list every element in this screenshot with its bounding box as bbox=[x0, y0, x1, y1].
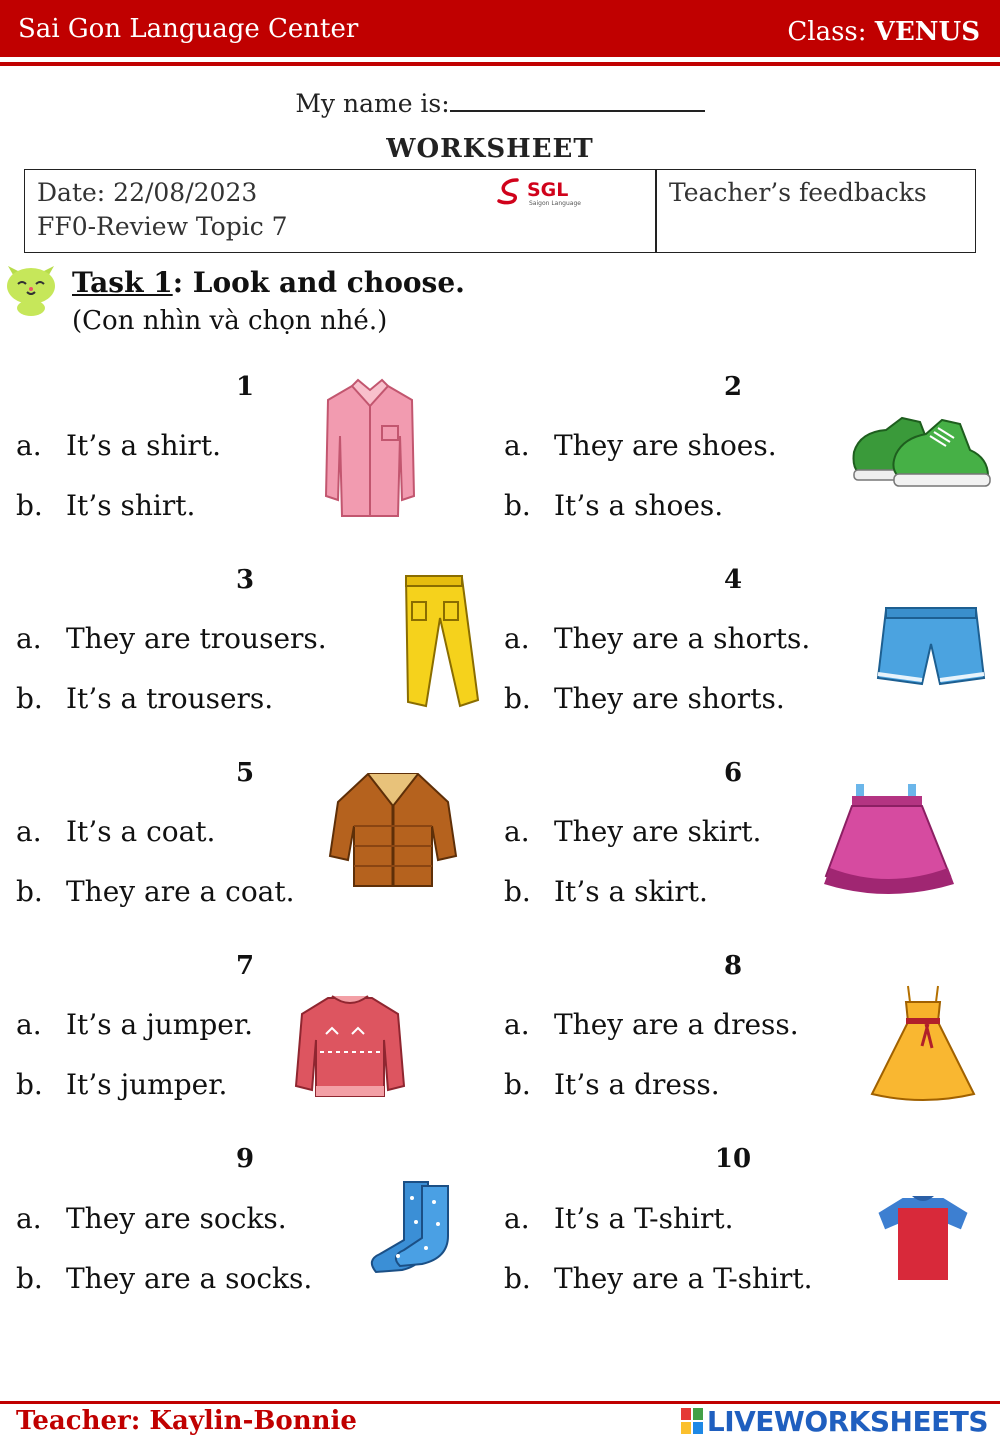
worksheet-title: WORKSHEET bbox=[386, 134, 594, 164]
cat-mascot-icon bbox=[2, 256, 60, 316]
worksheet-topic: FF0-Review Topic 7 bbox=[37, 212, 288, 241]
sgl-logo-icon bbox=[495, 174, 595, 208]
option-letter: b. bbox=[16, 1068, 43, 1101]
question-number: 5 bbox=[235, 758, 255, 788]
option-letter: a. bbox=[16, 1008, 42, 1041]
question-option-a[interactable] bbox=[16, 815, 215, 848]
question-option-a[interactable] bbox=[504, 1202, 734, 1235]
option-letter: b. bbox=[16, 682, 43, 715]
option-letter: a. bbox=[504, 815, 530, 848]
question-option-b[interactable] bbox=[504, 489, 723, 522]
question-option-b[interactable] bbox=[16, 682, 273, 715]
student-name-line bbox=[0, 88, 1000, 118]
option-text: It’s a trousers. bbox=[66, 682, 274, 715]
dress-icon bbox=[868, 982, 978, 1104]
worksheet-date: Date: 22/08/2023 bbox=[37, 178, 258, 207]
logo-brand: SGL bbox=[527, 179, 569, 201]
option-letter: b. bbox=[504, 682, 531, 715]
question-option-b[interactable] bbox=[16, 1262, 312, 1295]
question-option-b[interactable] bbox=[504, 682, 785, 715]
task-title-prefix: Task 1 bbox=[72, 266, 173, 299]
jumper-icon bbox=[294, 990, 406, 1102]
skirt-icon bbox=[822, 780, 958, 904]
option-letter: a. bbox=[504, 622, 530, 655]
teacher-feedback-label: Teacher’s feedbacks bbox=[669, 178, 927, 207]
question-option-b[interactable] bbox=[504, 1068, 720, 1101]
question-number: 1 bbox=[235, 372, 255, 402]
coat-icon bbox=[328, 766, 458, 892]
option-text: They are a shorts. bbox=[554, 622, 811, 655]
question-option-a[interactable] bbox=[504, 429, 777, 462]
question-number: 10 bbox=[714, 1144, 752, 1174]
liveworksheets-text: LIVEWORKSHEETS bbox=[706, 1404, 988, 1438]
option-text: It’s a T-shirt. bbox=[554, 1202, 734, 1235]
name-label: My name is: bbox=[295, 89, 450, 118]
shirt-icon bbox=[322, 376, 418, 524]
question-option-a[interactable] bbox=[16, 1008, 253, 1041]
question-number: 8 bbox=[723, 951, 743, 981]
task-title bbox=[72, 266, 465, 299]
question-number: 9 bbox=[235, 1144, 255, 1174]
shorts-icon bbox=[876, 604, 986, 690]
trousers-icon bbox=[400, 572, 484, 714]
question-option-a[interactable] bbox=[16, 622, 327, 655]
option-letter: b. bbox=[16, 875, 43, 908]
question-option-b[interactable] bbox=[16, 1068, 227, 1101]
question-number: 7 bbox=[235, 951, 255, 981]
question-option-a[interactable] bbox=[504, 622, 810, 655]
logo-tagline: Saigon Language bbox=[529, 200, 581, 207]
question-option-b[interactable] bbox=[504, 875, 708, 908]
header-divider bbox=[0, 62, 1000, 66]
option-text: It’s a coat. bbox=[66, 815, 216, 848]
question-option-a[interactable] bbox=[504, 1008, 799, 1041]
option-text: It’s shirt. bbox=[66, 489, 196, 522]
teacher-name: Teacher: Kaylin-Bonnie bbox=[16, 1406, 357, 1436]
option-letter: a. bbox=[16, 1202, 42, 1235]
option-letter: a. bbox=[16, 429, 42, 462]
class-label-text: Class: bbox=[787, 17, 867, 47]
question-number: 4 bbox=[723, 565, 743, 595]
option-letter: a. bbox=[504, 1008, 530, 1041]
question-number: 6 bbox=[723, 758, 743, 788]
option-text: They are a socks. bbox=[66, 1262, 313, 1295]
option-text: They are a T-shirt. bbox=[554, 1262, 813, 1295]
option-letter: b. bbox=[504, 1068, 531, 1101]
option-letter: a. bbox=[16, 815, 42, 848]
option-letter: b. bbox=[16, 1262, 43, 1295]
option-text: It’s a dress. bbox=[554, 1068, 720, 1101]
option-letter: b. bbox=[504, 489, 531, 522]
liveworksheets-logo-icon bbox=[681, 1408, 703, 1434]
option-text: They are trousers. bbox=[66, 622, 327, 655]
shoes-icon bbox=[850, 412, 992, 496]
task-title-rest: : Look and choose. bbox=[172, 266, 465, 299]
info-box bbox=[24, 169, 976, 253]
option-text: They are a dress. bbox=[554, 1008, 799, 1041]
option-letter: b. bbox=[504, 1262, 531, 1295]
liveworksheets-brand bbox=[681, 1404, 988, 1438]
question-option-b[interactable] bbox=[16, 489, 195, 522]
name-blank bbox=[450, 88, 705, 112]
option-letter: a. bbox=[16, 622, 42, 655]
question-option-a[interactable] bbox=[504, 815, 761, 848]
question-number: 3 bbox=[235, 565, 255, 595]
option-letter: b. bbox=[504, 875, 531, 908]
class-value: VENUS bbox=[874, 17, 980, 47]
question-option-a[interactable] bbox=[16, 429, 221, 462]
option-text: They are shorts. bbox=[554, 682, 785, 715]
option-letter: a. bbox=[504, 1202, 530, 1235]
question-number: 2 bbox=[723, 372, 743, 402]
option-text: They are a coat. bbox=[66, 875, 295, 908]
socks-icon bbox=[364, 1178, 464, 1276]
option-text: They are socks. bbox=[66, 1202, 287, 1235]
task-subtitle: (Con nhìn và chọn nhé.) bbox=[72, 306, 388, 336]
option-letter: a. bbox=[504, 429, 530, 462]
tshirt-icon bbox=[872, 1190, 974, 1286]
info-box-divider bbox=[655, 170, 657, 252]
option-text: It’s jumper. bbox=[66, 1068, 228, 1101]
question-option-a[interactable] bbox=[16, 1202, 287, 1235]
option-text: They are shoes. bbox=[554, 429, 777, 462]
option-letter: b. bbox=[16, 489, 43, 522]
option-text: They are skirt. bbox=[554, 815, 762, 848]
option-text: It’s a shoes. bbox=[554, 489, 724, 522]
center-name: Sai Gon Language Center bbox=[18, 14, 359, 44]
class-label bbox=[787, 17, 980, 47]
question-option-b[interactable] bbox=[16, 875, 295, 908]
option-text: It’s a shirt. bbox=[66, 429, 221, 462]
question-option-b[interactable] bbox=[504, 1262, 813, 1295]
option-text: It’s a jumper. bbox=[66, 1008, 254, 1041]
option-text: It’s a skirt. bbox=[554, 875, 708, 908]
